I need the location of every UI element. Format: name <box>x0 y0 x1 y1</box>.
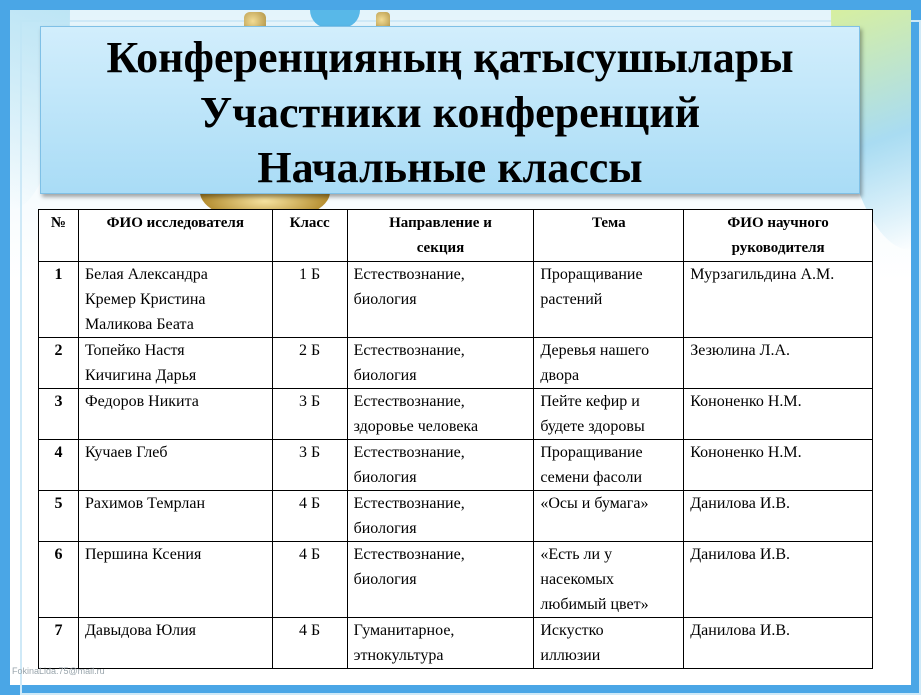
header-supervisor: ФИО научного руководителя <box>684 210 873 262</box>
row-number: 1 <box>39 262 79 338</box>
supervisor-cell: Мурзагильдина А.М. <box>684 262 873 338</box>
header-number: № <box>39 210 79 262</box>
title-russian: Участники конференций <box>199 88 701 137</box>
class-cell: 1 Б <box>272 262 347 338</box>
direction-cell: Естествознание, биология <box>347 262 534 338</box>
header-researcher-name: ФИО исследователя <box>78 210 272 262</box>
direction-cell: Естествознание, биология <box>347 338 534 389</box>
direction-cell: Естествознание, здоровье человека <box>347 389 534 440</box>
table-row <box>39 338 873 389</box>
researcher-names: Першина Ксения <box>78 542 272 618</box>
title-kazakh: Конференцияның қатысушылары <box>106 33 794 82</box>
table-row <box>39 542 873 618</box>
researcher-names: Рахимов Темрлан <box>78 491 272 542</box>
researcher-names: Кучаев Глеб <box>78 440 272 491</box>
topic-cell: Проращивание семени фасоли <box>534 440 684 491</box>
row-number: 6 <box>39 542 79 618</box>
direction-cell: Гуманитарное, этнокультура <box>347 618 534 669</box>
table-row <box>39 440 873 491</box>
supervisor-cell: Кононенко Н.М. <box>684 440 873 491</box>
row-number: 3 <box>39 389 79 440</box>
supervisor-cell: Кононенко Н.М. <box>684 389 873 440</box>
supervisor-cell: Данилова И.В. <box>684 491 873 542</box>
table-row <box>39 491 873 542</box>
row-number: 7 <box>39 618 79 669</box>
header-topic: Тема <box>534 210 684 262</box>
researcher-names: Давыдова Юлия <box>78 618 272 669</box>
class-cell: 4 Б <box>272 618 347 669</box>
topic-cell: Искустко иллюзии <box>534 618 684 669</box>
class-cell: 2 Б <box>272 338 347 389</box>
author-watermark: FokinaLida.75@mail.ru <box>12 666 105 676</box>
participants-table <box>38 209 873 669</box>
direction-cell: Естествознание, биология <box>347 440 534 491</box>
row-number: 2 <box>39 338 79 389</box>
class-cell: 3 Б <box>272 389 347 440</box>
researcher-names: Федоров Никита <box>78 389 272 440</box>
title-section: Начальные классы <box>257 143 643 192</box>
row-number: 4 <box>39 440 79 491</box>
title-banner <box>40 26 860 194</box>
table-row <box>39 262 873 338</box>
topic-cell: Проращивание растений <box>534 262 684 338</box>
supervisor-cell: Данилова И.В. <box>684 542 873 618</box>
direction-cell: Естествознание, биология <box>347 491 534 542</box>
supervisor-cell: Зезюлина Л.А. <box>684 338 873 389</box>
header-direction: Направление и секция <box>347 210 534 262</box>
table-header-row <box>39 210 873 262</box>
topic-cell: Пейте кефир и будете здоровы <box>534 389 684 440</box>
header-class: Класс <box>272 210 347 262</box>
direction-cell: Естествознание, биология <box>347 542 534 618</box>
class-cell: 4 Б <box>272 542 347 618</box>
researcher-names: Белая Александра Кремер Кристина Маликова Беата <box>78 262 272 338</box>
researcher-names: Топейко Настя Кичигина Дарья <box>78 338 272 389</box>
topic-cell: Деревья нашего двора <box>534 338 684 389</box>
topic-cell: «Осы и бумага» <box>534 491 684 542</box>
class-cell: 4 Б <box>272 491 347 542</box>
class-cell: 3 Б <box>272 440 347 491</box>
row-number: 5 <box>39 491 79 542</box>
topic-cell: «Есть ли у насекомых любимый цвет» <box>534 542 684 618</box>
supervisor-cell: Данилова И.В. <box>684 618 873 669</box>
table-row <box>39 389 873 440</box>
table-row <box>39 618 873 669</box>
